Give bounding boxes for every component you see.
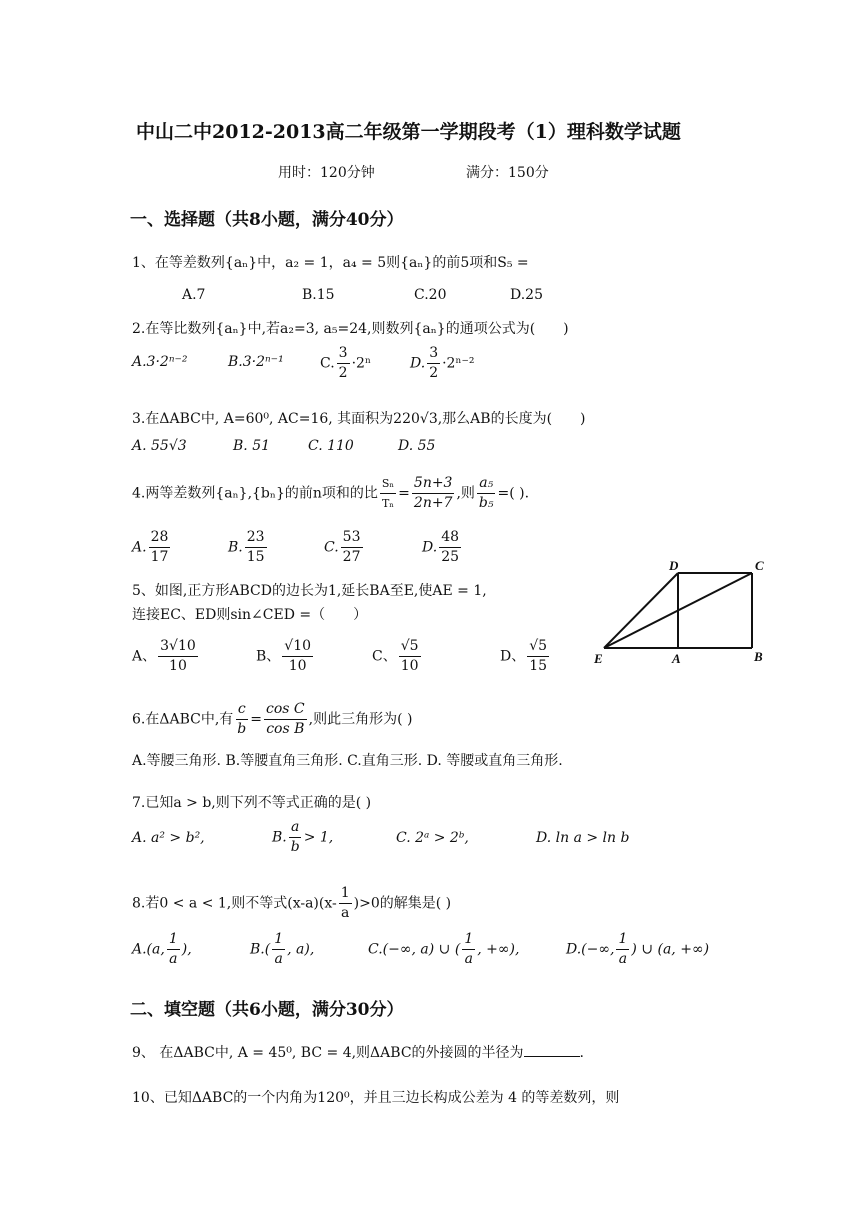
question-10: 10、已知ΔABC的一个内角为120⁰，并且三边长构成公差为 4 的等差数列，则: [132, 1090, 620, 1106]
q2-d-num: 3: [427, 344, 440, 364]
q2-option-c: [320, 344, 371, 383]
q4-c-num: 53: [341, 528, 363, 548]
q8-a-num: 1: [167, 930, 180, 950]
q1-option-c: C.20: [414, 287, 447, 303]
label-C: C: [755, 558, 764, 573]
q8-c-suffix: , +∞),: [477, 941, 520, 958]
q8-b-den: a: [274, 951, 283, 967]
section-heading-choice: 一、选择题（共8小题，满分40分）: [130, 210, 404, 230]
q7-b-num: a: [289, 818, 301, 838]
q8-option-c: [368, 930, 519, 969]
q8-option-a: [132, 930, 192, 969]
q6-frac2-num: cos C: [264, 700, 307, 720]
q4-b-prefix: B.: [228, 539, 243, 556]
q5-option-c: [372, 637, 423, 676]
q7-option-a: A. a² > b²,: [132, 830, 205, 846]
q5-b-prefix: B、: [256, 648, 281, 665]
q5-a-prefix: A、: [132, 648, 157, 665]
score-info: [466, 162, 549, 182]
q4-c-den: 27: [342, 549, 361, 565]
score-label: 满分：: [466, 165, 508, 181]
q8-d-prefix: D.(−∞,: [566, 941, 615, 958]
q2-d-suffix: ·2ⁿ⁻²: [442, 355, 475, 372]
q8-b-num: 1: [272, 930, 285, 950]
q8-a-prefix: A.(a,: [132, 941, 165, 958]
q1-option-a: A.7: [182, 287, 206, 303]
q4-frac1-num: Sₙ: [380, 474, 396, 494]
exam-title: 中山二中2012-2013高二年级第一学期段考（1）理科数学试题: [136, 121, 681, 143]
segment-ED: [604, 573, 678, 648]
q7-b-den: b: [290, 839, 300, 855]
question-2: 2.在等比数列{aₙ}中,若a₂=3, a₅=24,则数列{aₙ}的通项公式为( ): [132, 321, 569, 337]
q4-b-den: 15: [246, 549, 265, 565]
q4-then: ,则: [456, 485, 475, 502]
q8-a-suffix: ),: [181, 941, 192, 958]
q3-option-d: D. 55: [398, 438, 436, 454]
q4-a-num: 28: [149, 528, 171, 548]
q2-c-num: 3: [337, 344, 350, 364]
section-heading-fill: 二、填空题（共6小题，满分30分）: [130, 1000, 404, 1020]
q6-frac2-den: cos B: [266, 721, 305, 737]
q4-option-d: [422, 528, 463, 567]
q2-option-b: B.3·2ⁿ⁻¹: [228, 354, 284, 370]
q8-a-den: a: [169, 951, 178, 967]
question-8: [132, 884, 451, 923]
q5-option-b: [256, 637, 315, 676]
score-value: 150分: [508, 165, 549, 181]
question-3: 3.在ΔABC中, A=60⁰, AC=16, 其面积为220√3,那么AB的长度为( ): [132, 411, 586, 427]
q5-d-prefix: D、: [500, 648, 526, 665]
q4-d-prefix: D.: [422, 539, 438, 556]
q5-b-num: √10: [282, 637, 313, 657]
q4-d-den: 25: [441, 549, 460, 565]
q6-eq: =: [250, 711, 262, 728]
q8-c-den: a: [464, 951, 473, 967]
question-6: [132, 700, 412, 739]
q6-text: 6.在ΔABC中,有: [132, 711, 234, 728]
time-value: 120分钟: [320, 165, 375, 181]
q3-option-b: B. 51: [233, 438, 271, 454]
q6-end: ,则此三角形为( ): [308, 711, 413, 728]
q4-frac1-den: Tₙ: [381, 497, 395, 510]
q7-b-suffix: > 1,: [303, 829, 334, 846]
label-D: D: [669, 558, 679, 573]
label-B: B: [754, 649, 763, 664]
q2-c-suffix: ·2ⁿ: [351, 355, 372, 372]
time-info: [278, 162, 375, 182]
q4-option-c: [324, 528, 365, 567]
question-5-line1: 5、如图,正方形ABCD的边长为1,延长BA至E,使AE = 1,: [132, 583, 487, 599]
q9-text: 9、 在ΔABC中, A = 45⁰, BC = 4,则ΔABC的外接圆的半径为: [132, 1045, 524, 1061]
q2-c-prefix: C.: [320, 355, 335, 372]
q5-a-num: 3√10: [158, 637, 198, 657]
question-7: 7.已知a > b,则下列不等式正确的是( ): [132, 795, 372, 811]
q8-c-num: 1: [462, 930, 475, 950]
q5-c-prefix: C、: [372, 648, 397, 665]
q5-option-d: [500, 637, 551, 676]
q5-d-num: √5: [527, 637, 549, 657]
q5-square-figure: [590, 555, 770, 670]
q4-a-prefix: A.: [132, 539, 147, 556]
q5-a-den: 10: [169, 658, 187, 674]
q5-d-den: 15: [529, 658, 548, 674]
q4-eq: =: [398, 485, 410, 502]
q4-option-b: [228, 528, 269, 567]
q8-d-den: a: [618, 951, 628, 967]
question-9: [132, 1042, 584, 1062]
q8-b-prefix: B.(: [250, 941, 271, 958]
q4-text: 4.两等差数列{aₙ},{bₙ}的前n项和的比: [132, 485, 378, 502]
q6-frac1-num: c: [236, 700, 248, 720]
q8-d-suffix: ) ∪ (a, +∞): [631, 941, 710, 958]
q8-num: 1: [339, 884, 352, 904]
q2-d-den: 2: [429, 365, 439, 381]
q6-options: A.等腰三角形. B.等腰直角三角形. C.直角三形. D. 等腰或直角三角形.: [132, 753, 563, 769]
q5-option-a: [132, 637, 200, 676]
question-1: 1、在等差数列{aₙ}中，a₂ = 1，a₄ = 5则{aₙ}的前5项和S₅ =: [132, 255, 529, 271]
q8-c-prefix: C.(−∞, a) ∪ (: [368, 941, 461, 958]
label-A: A: [672, 651, 681, 666]
q8-text: 8.若0 < a < 1,则不等式(x-a)(x-: [132, 895, 337, 912]
q7-b-prefix: B.: [272, 829, 287, 846]
q4-a-den: 17: [150, 549, 169, 565]
q4-end: =( ).: [497, 485, 530, 502]
q5-b-den: 10: [288, 658, 307, 674]
q8-option-b: [250, 930, 314, 969]
q7-option-c: C. 2ᵃ > 2ᵇ,: [396, 830, 469, 846]
q6-frac1-den: b: [237, 721, 247, 737]
q4-c-prefix: C.: [324, 539, 339, 556]
q3-option-a: A. 55√3: [132, 438, 187, 454]
question-5-line2: 连接EC、ED则sin∠CED =（ ）: [132, 607, 368, 623]
q8-d-num: 1: [616, 930, 629, 950]
q5-c-den: 10: [400, 658, 419, 674]
q4-frac3-den: b₅: [478, 495, 494, 511]
q8-end: )>0的解集是( ): [353, 895, 452, 912]
question-4: [132, 474, 529, 513]
q4-b-num: 23: [245, 528, 267, 548]
q2-c-den: 2: [338, 365, 348, 381]
label-E: E: [594, 651, 603, 666]
q1-option-b: B.15: [302, 287, 335, 303]
q2-option-a: A.3·2ⁿ⁻²: [132, 354, 188, 370]
q5-c-num: √5: [399, 637, 421, 657]
q7-option-b: [272, 818, 333, 857]
time-label: 用时：: [278, 165, 320, 181]
q2-option-d: [410, 344, 475, 383]
q9-end: .: [579, 1045, 584, 1061]
q4-frac2-num: 5n+3: [412, 474, 455, 494]
q8-den: a: [341, 905, 350, 921]
q4-d-num: 48: [439, 528, 461, 548]
q1-option-d: D.25: [510, 287, 543, 303]
q8-option-d: [566, 930, 709, 969]
q2-d-prefix: D.: [410, 355, 426, 372]
q8-b-suffix: , a),: [287, 941, 315, 958]
q9-answer-blank: [524, 1056, 580, 1057]
q4-option-a: [132, 528, 172, 567]
q4-frac2-den: 2n+7: [413, 495, 453, 511]
q7-option-d: D. ln a > ln b: [536, 830, 630, 846]
q3-option-c: C. 110: [308, 438, 354, 454]
q4-frac3-num: a₅: [477, 474, 495, 494]
